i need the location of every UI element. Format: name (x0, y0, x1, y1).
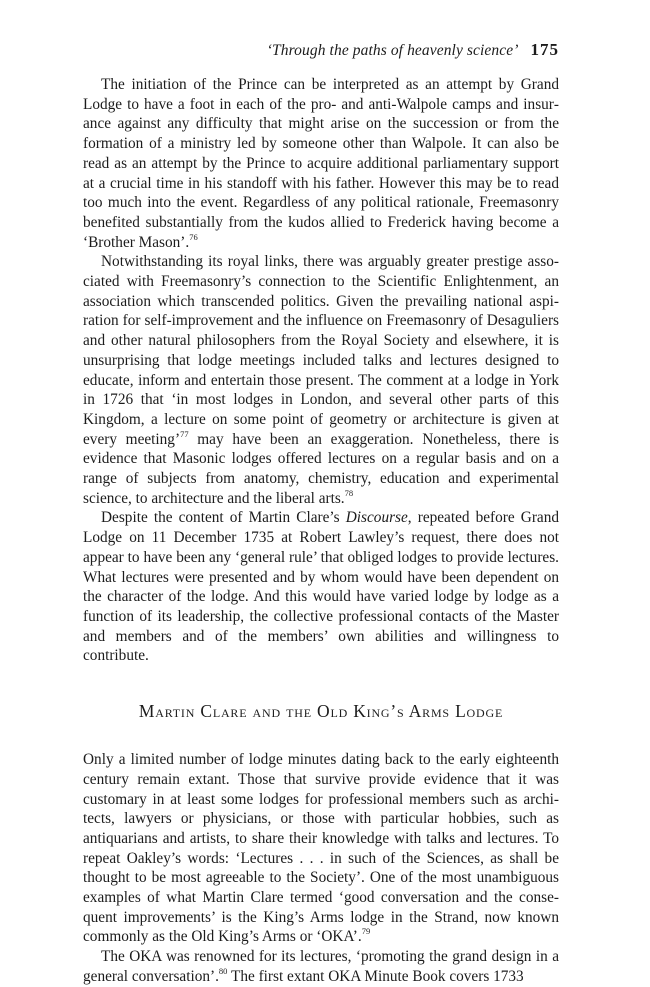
italic-title: Discourse (345, 509, 408, 527)
paragraph (83, 947, 559, 986)
page-number: 175 (530, 40, 559, 59)
text-run: may have been an exaggeration. Nonetheless, there is evidence that Masonic lodges offered lectures on a regular basis and on a range of subjects from anatomy, chemistry, education and experimental science, to architecture and the liberal arts. (83, 430, 559, 507)
text-run: Only a limited number of lodge minutes dating back to the early eighteenth century remain extant. Those that survive provide evidence that it was customary in at least some lodges for professional members such as architects, lawyers or physicians, or those with particular hobbies, such as antiquarians and artists, to share their knowledge with talks and lectures. To repeat Oakley’s words: ‘Lectures . . . in such of the Sciences, as shall be thought to be most agreeable to the Society’. One of the most unambiguous examples of what Martin Clare termed ‘good conversation and the consequent improvements’ is the King’s Arms lodge in the Strand, now known commonly as the Old King’s Arms or ‘OKA’. (83, 751, 559, 946)
text-run: The initiation of the Prince can be interpreted as an attempt by Grand Lodge to have a foot in each of the pro- and anti-Walpole camps and insurance against any difficulty that might arise on the succession or from the formation of a ministry led by someone other than Walpole. It can also be read as an attempt by the Prince to acquire additional parliamentary support at a crucial time in his standoff with his father. However this may be to read too much into the event. Regardless of any political rationale, Freemasonry benefited substantially from the kudos allied to Frederick having become a ‘Brother Mason’. (83, 76, 559, 251)
running-head (83, 40, 559, 62)
body-text-before-heading (83, 75, 559, 666)
body-text-after-heading (83, 750, 559, 986)
section-heading: Martin Clare and the Old King’s Arms Lodge (138, 701, 504, 722)
text-run: The first extant OKA Minute Book covers 1733 (227, 967, 524, 985)
paragraph (83, 750, 559, 947)
text-run: Despite the content of Martin Clare’s (101, 509, 346, 527)
footnote-ref: 80 (218, 965, 228, 976)
text-run: The OKA was renowned for its lectures, ‘promoting the grand design in a general conversation’. (83, 948, 559, 985)
footnote-ref: 79 (361, 926, 371, 937)
footnote-ref: 78 (344, 487, 354, 498)
text-run: , repeated before Grand Lodge on 11 December 1735 at Robert Lawley’s request, there does not appear to have been any ‘general rule’ that obliged lodges to provide lectures. What lectures were presented and by whom would have been dependent on the character of the lodge. And this would have varied lodge by lodge as a function of its leadership, the collective professional contacts of the Master and members and of the members’ own abilities and willingness to contribute. (83, 509, 560, 665)
running-title: ‘Through the paths of heavenly science’ (266, 42, 519, 59)
text-run: Notwithstanding its royal links, there was arguably greater prestige associated with Freemasonry’s connection to the Scientific Enlightenment, an association which transcended politics. Given the prevailing national aspiration for self-improvement and the influence on Freemasonry of Desaguliers and other natural philosophers from the Royal Society and elsewhere, it is unsurprising that lodge meetings included talks and lectures designed to educate, inform and entertain those present. The comment at a lodge in York in 1726 that ‘in most lodges in London, and several other parts of this Kingdom, a lecture on some point of geometry or architecture is given at every meeting’ (83, 253, 559, 448)
footnote-ref: 77 (180, 428, 189, 439)
paragraph (83, 508, 559, 666)
paragraph (83, 252, 559, 508)
footnote-ref: 76 (189, 231, 198, 242)
book-page (83, 40, 559, 987)
paragraph (83, 75, 559, 252)
